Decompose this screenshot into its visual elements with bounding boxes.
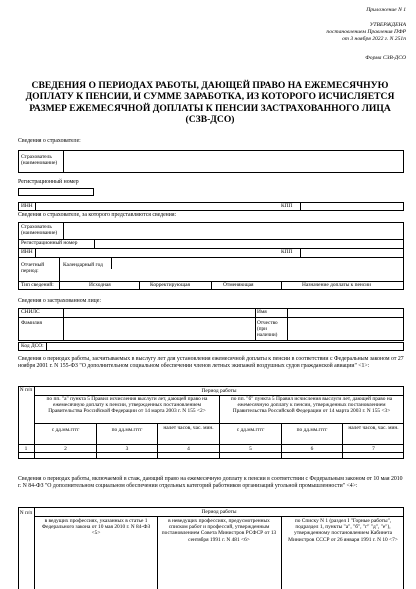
table1-colnum-6: 6	[310, 446, 314, 452]
insurer-name-field[interactable]	[18, 150, 404, 173]
insurer-heading: Сведения о страхователе:	[18, 138, 81, 144]
table1-num-header: N п/п	[19, 387, 33, 393]
represented-kpp-field[interactable]	[301, 249, 403, 256]
table2-col-a: в ведущих профессиях, указанных в статье 1 Федерального закона от 10 мая 2010 г. N 84-ФЗ <5>	[41, 518, 151, 537]
represented-reg-field[interactable]	[95, 240, 403, 247]
appendix-label: Приложение N 1	[366, 7, 406, 13]
kpp-label: КПП	[281, 203, 293, 209]
table1-colnum-2: 2	[64, 446, 67, 452]
dso-code-label: Код ДСО:	[21, 343, 44, 349]
represented-heading: Сведения о страхователе, за которого представляются сведения:	[18, 212, 177, 218]
table1-colnum-4: 4	[187, 446, 190, 452]
name-field[interactable]	[288, 309, 403, 316]
table2-col-c: по Списку N 1 (раздел I "Горные работы", подраздел 1, пункты "а", "б", "г" "д", "е"), утвержденному постановлением Кабинета Министров СССР от 26 января 1991 г. N 10 <7>	[288, 518, 398, 543]
type-label: Тип сведений:	[21, 282, 54, 288]
approved-date: от 3 ноября 2022 г. N 251п	[342, 36, 406, 42]
represented-inn-field[interactable]	[36, 249, 298, 256]
dso-code-field[interactable]	[47, 343, 403, 350]
person-heading: Сведения о застрахованном лице:	[18, 298, 101, 304]
period-label: Отчетный период:	[21, 262, 45, 275]
year-label: Календарный год	[63, 262, 103, 268]
table1-col-b: по пп. "б" пункта 5 Правил исчисления выслуги лет, дающей право на ежемесячную доплату к пенсии, утвержденных постановлением Правительства Российской Федерации от 14 марта 2003 г. N 155 <3>	[230, 396, 393, 415]
reg-number-field[interactable]	[18, 188, 94, 196]
surname-field[interactable]	[64, 318, 254, 340]
name-label: Имя	[257, 309, 267, 315]
represented-insurer-label: Страхователь (наименование)	[21, 224, 58, 237]
type-option-cancel[interactable]: Отменяющая	[223, 282, 254, 288]
page-title: СВЕДЕНИЯ О ПЕРИОДАХ РАБОТЫ, ДАЮЩЕЙ ПРАВО НА ЕЖЕМЕСЯЧНУЮ ДОПЛАТУ К ПЕНСИИ, И СУММЕ ЗАРАБОТКА, ИЗ КОТОРОГО ИСЧИСЛЯЕТСЯ РАЗМЕР ЕЖЕМЕСЯЧНОЙ ДОПЛАТЫ К ПЕНСИИ ЗАСТРАХОВАННОГО ЛИЦА (СЗВ-ДСО)	[25, 80, 395, 126]
type-option-initial[interactable]: Исходная	[89, 282, 111, 288]
snils-field[interactable]	[64, 309, 254, 316]
patronymic-field[interactable]	[288, 318, 403, 340]
table2-num-header: N п/п	[19, 510, 33, 516]
type-option-corrective[interactable]: Корректирующая	[150, 282, 190, 288]
reg-number-label: Регистрационный номер	[18, 179, 79, 185]
table1-colnum-7: 7	[372, 446, 375, 452]
table1-hours-a: налет часов, час. мин.	[163, 425, 214, 431]
inn-label: ИНН	[21, 203, 33, 209]
year-field[interactable]	[112, 258, 142, 268]
inn-field[interactable]	[36, 203, 298, 210]
table2-intro: Сведения о периодах работы, включаемой в стаж, дающий право на ежемесячную доплату к пенсии в соответствии с Федеральным законом от 10 мая 2010 г. N 84-ФЗ "О дополнительном социальном обеспечении отдельных категорий работников организаций угольной промышленности" <4>:	[18, 476, 403, 490]
table1-to-b: по дд.мм.гггг	[296, 427, 328, 433]
kpp-field[interactable]	[301, 203, 403, 210]
form-name: Форма СЗВ-ДСО	[365, 55, 406, 61]
table1-intro: Сведения о периодах работы, засчитываемых в выслугу лет для установления ежемесячной доплаты к пенсии в соответствии с Федеральным законом от 27 ноября 2001 г. N 155-ФЗ "О дополнительном социальном обеспечении членов летных экипажей воздушных судов гражданской авиации" <1>:	[18, 356, 404, 370]
table1-to-a: по дд.мм.гггг	[111, 427, 143, 433]
table1-hours-b: налет часов, час. мин.	[348, 425, 399, 431]
represented-insurer-field[interactable]	[64, 223, 403, 238]
table1-from-a: с дд.мм.гггг	[51, 427, 80, 433]
table1-colnum-1: 1	[24, 446, 28, 452]
type-option-assign[interactable]: Назначение доплаты к пенсии	[302, 282, 371, 288]
represented-inn-label: ИНН	[21, 249, 33, 255]
represented-reg-label: Регистрационный номер	[21, 240, 78, 246]
table1-from-b: с дд.мм.гггг	[236, 427, 265, 433]
table1-colnum-3: 3	[125, 446, 129, 452]
insurer-name-label: Страхователь (наименование)	[21, 154, 58, 167]
table2-col-b: в неведущих профессиях, предусмотренных списком работ и профессий, утвержденным постановлением Совета Министров РСФСР от 13 сентября 1991 г. N 481 <6>	[161, 518, 277, 543]
snils-label: СНИЛС	[21, 309, 40, 315]
table1-period-header: Период работы	[201, 388, 237, 394]
table2-period-header: Период работы	[201, 509, 237, 515]
approved-label: УТВЕРЖДЕНА	[369, 22, 406, 28]
patronymic-label: Отчество (при наличии)	[257, 320, 278, 339]
surname-label: Фамилия	[21, 320, 43, 326]
table1-col-a: по пп. "а" пункта 5 Правил исчисления выслуги лет, дающей право на ежемесячную доплату к пенсии, утвержденных постановлением Правительства Российской Федерации от 14 марта 2003 г. N 155 <2>	[46, 396, 208, 415]
represented-kpp-label: КПП	[281, 249, 293, 255]
table1-colnum-5: 5	[249, 446, 252, 452]
approved-by: постановлением Правления ПФР	[326, 29, 406, 35]
